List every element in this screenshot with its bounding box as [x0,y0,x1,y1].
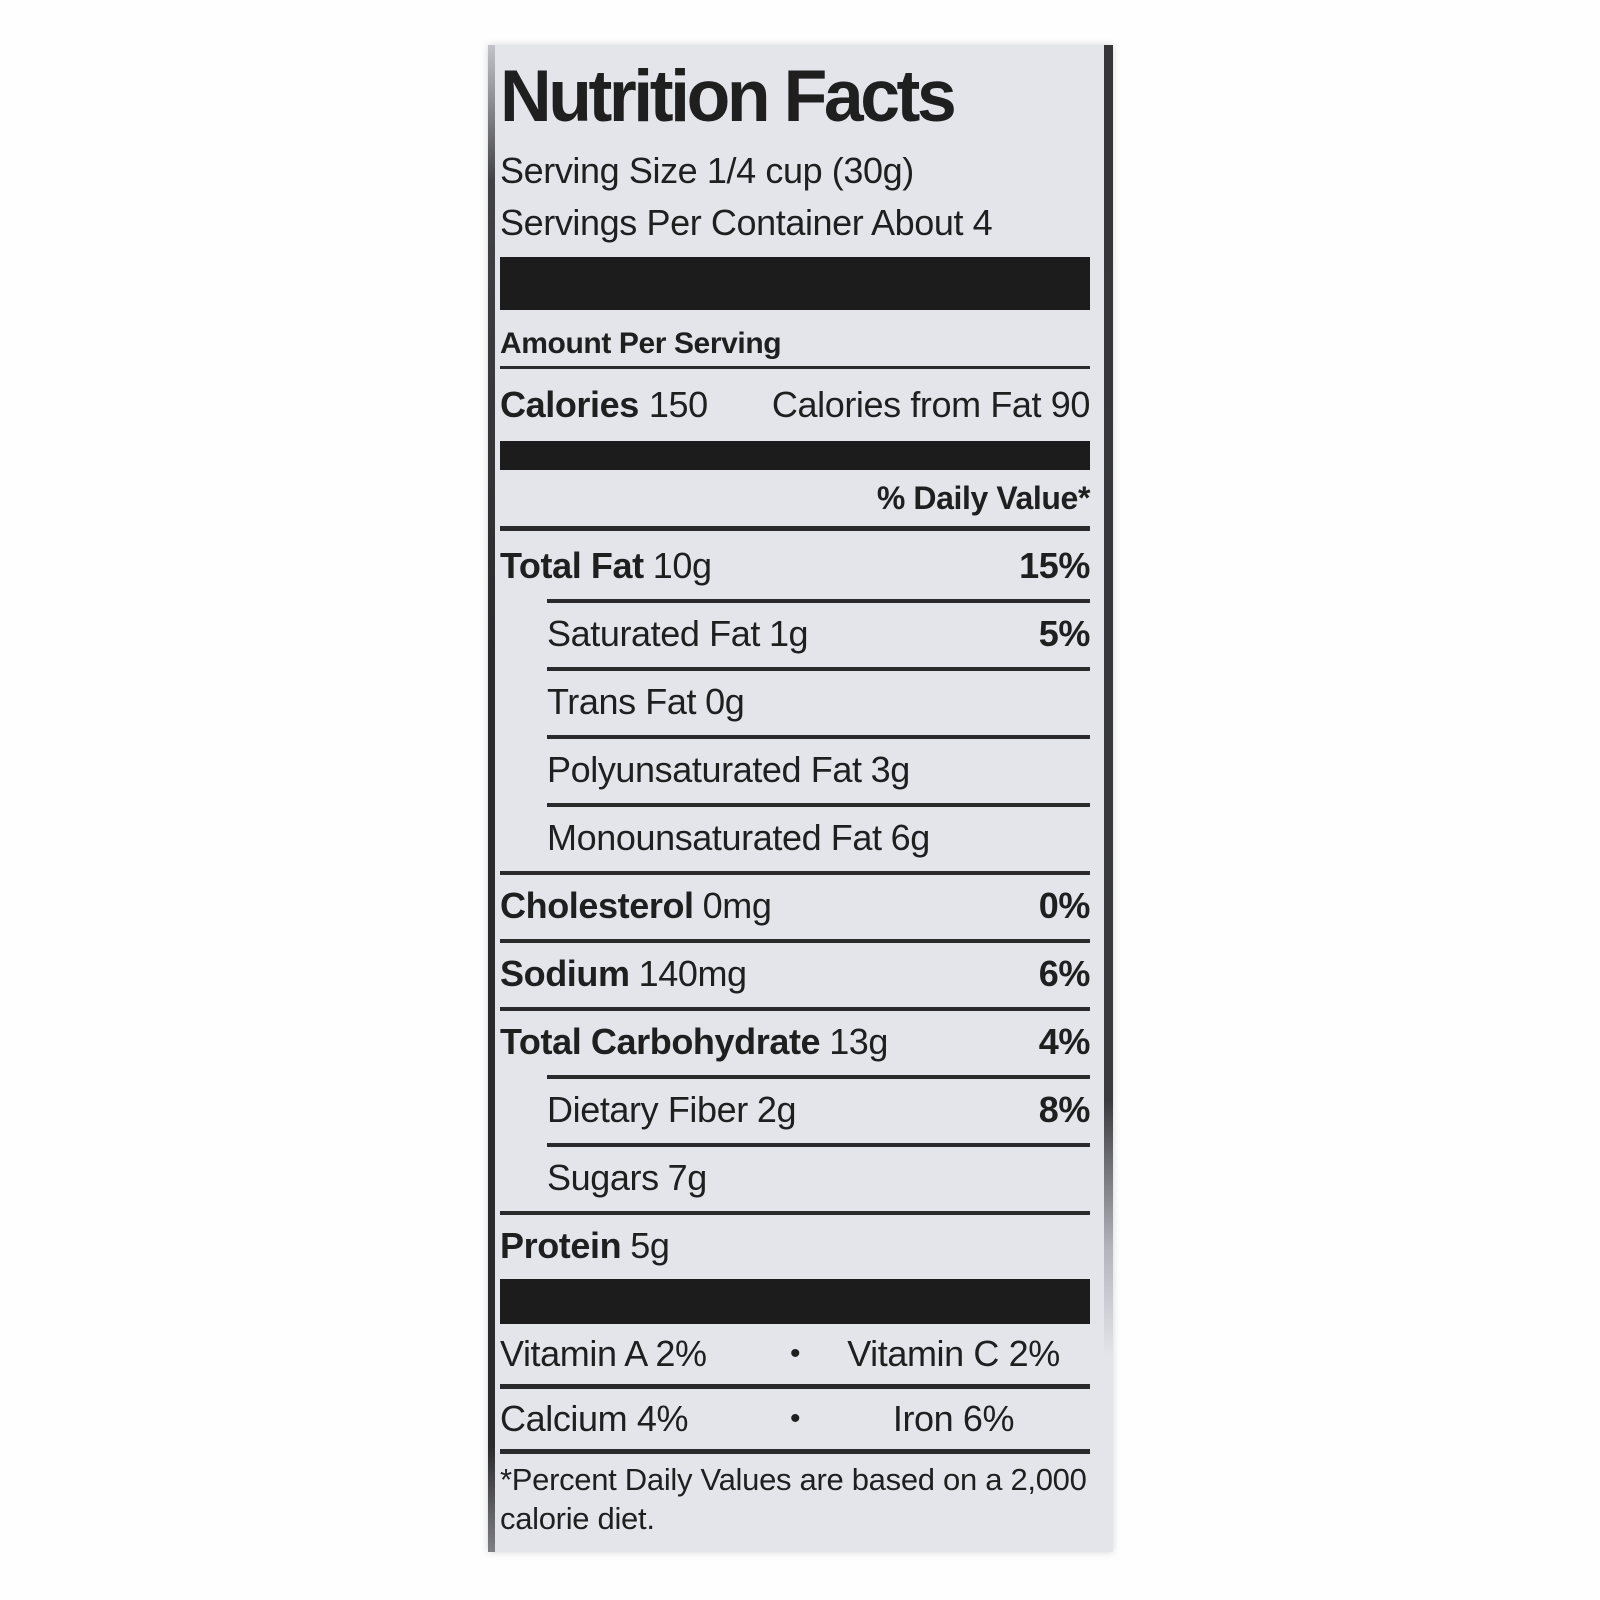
nutrient-row-sugars [547,1143,1090,1211]
nutrition-facts-label [488,45,1113,1552]
calories-row [500,369,1090,441]
amount-per-serving-heading: Amount Per Serving [500,322,1090,369]
nutrient-name-amount: Monounsaturated Fat 6g [547,817,930,858]
calories-from-fat: Calories from Fat 90 [771,384,1090,425]
vitamin-c-value: Vitamin C 2% [847,1333,1060,1374]
serving-info [500,145,1090,249]
nutrient-row-trans-fat [547,667,1090,735]
label-title: Nutrition Facts [500,56,954,137]
daily-value-header: % Daily Value* [500,470,1090,531]
nutrient-name-amount: Polyunsaturated Fat 3g [547,749,910,790]
nutrient-name-amount: Sugars 7g [547,1157,707,1198]
nutrient-name-amount: Total Fat 10g [500,545,712,586]
nutrient-name-amount: Protein 5g [500,1225,670,1266]
label-right-edge-shadow [1104,45,1113,1552]
nutrient-name-amount: Sodium 140mg [500,953,747,994]
micronutrient-row-vitamins [500,1324,1090,1389]
servings-per-container: Servings Per Container About 4 [500,202,993,243]
footnote-line-2: calorie diet. [500,1501,655,1536]
nutrient-name-amount: Trans Fat 0g [547,681,745,722]
iron-value: Iron 6% [892,1398,1015,1439]
divider-bar-medium [500,441,1090,470]
nutrient-row-total-carbohydrate [500,1007,1090,1075]
calories-value-group [500,369,708,441]
micronutrient-row-minerals [500,1389,1090,1454]
nutrient-name-amount: Dietary Fiber 2g [547,1089,797,1130]
nutrient-row-sodium [500,939,1090,1007]
divider-bar-thick-top [500,257,1090,310]
nutrient-name-amount: Saturated Fat 1g [547,613,809,654]
nutrient-row-dietary-fiber [547,1075,1090,1143]
divider-bar-thick-bottom [500,1279,1090,1324]
calories-value: 150 [648,384,708,425]
nutrient-row-protein [500,1211,1090,1279]
nutrient-row-polyunsaturated-fat [547,735,1090,803]
nutrient-row-monounsaturated-fat [547,803,1090,871]
footnote-line-1: *Percent Daily Values are based on a 2,000 [500,1462,1087,1497]
calcium-value: Calcium 4% [500,1398,689,1439]
nutrient-dv: 4% [1038,1021,1090,1062]
calories-label: Calories [500,384,639,425]
nutrient-dv: 5% [1038,613,1090,654]
nutrient-dv: 0% [1038,885,1090,926]
bullet-separator: • [789,1337,801,1370]
vitamin-a-value: Vitamin A 2% [500,1333,707,1374]
label-left-edge-shadow [488,45,495,1552]
nutrient-name-amount: Total Carbohydrate 13g [500,1021,889,1062]
nutrient-row-saturated-fat [547,599,1090,667]
daily-value-footnote [500,1460,1090,1538]
nutrient-name-amount: Cholesterol 0mg [500,885,772,926]
bullet-separator: • [789,1402,801,1435]
nutrient-dv: 15% [1019,545,1090,586]
nutrient-row-total-fat [500,531,1090,599]
serving-size: Serving Size 1/4 cup (30g) [500,150,914,191]
nutrient-row-cholesterol [500,871,1090,939]
nutrient-dv: 8% [1038,1089,1090,1130]
nutrient-dv: 6% [1038,953,1090,994]
